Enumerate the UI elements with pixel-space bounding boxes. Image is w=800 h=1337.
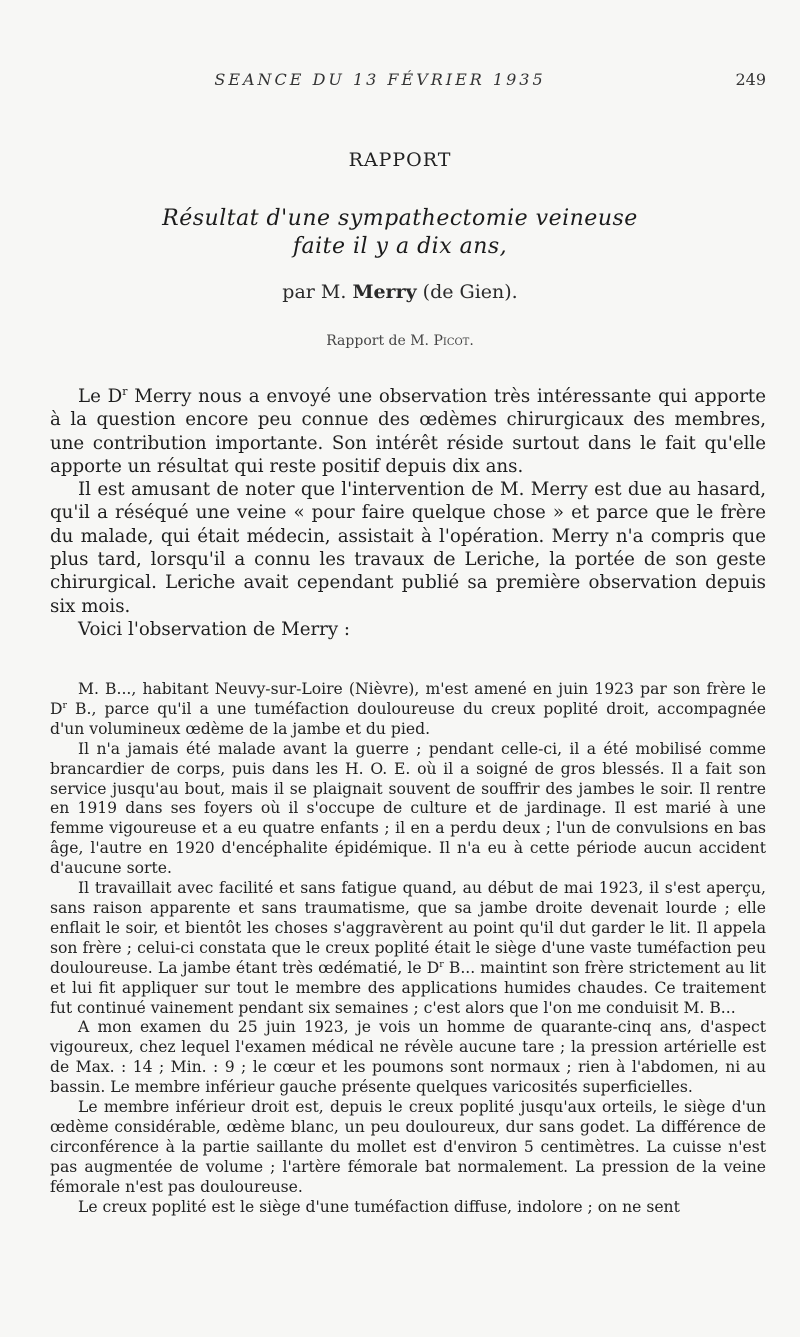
author-name: Merry — [352, 281, 417, 303]
observation-paragraph-1 — [50, 680, 766, 740]
intro-p1-rest: Merry nous a envoyé une observation très intéressante qui apporte à la question encore peu connue des œdèmes chirurgicaux des membres, une contribution importante. Son intérêt réside surtout dans le fait qu'elle apporte un résultat qui reste positif depuis dix ans. — [50, 386, 766, 477]
article-title-line-2: faite il y a dix ans, — [292, 234, 508, 259]
obs-p1-sup: r — [62, 699, 67, 711]
obs-p1-b: B., parce qu'il a une tuméfaction douloureuse du creux poplité droit, accompagnée d'un volumineux œdème de la jambe et du pied. — [50, 699, 766, 738]
reporter-prefix: Rapport de M. — [326, 333, 429, 349]
obs-p1-a: M. B..., habitant Neuvy-sur-Loire (Nièvre), m'est amené en juin 1923 par son frère le D — [50, 680, 766, 718]
obs-p3-b: B... maintint son frère strictement au lit et lui fit appliquer sur tout le membre des applications humides chaudes. Ce traitement fut continué vainement pendant six semaines ; c'est alors que l'on me conduisit M. B... — [50, 958, 766, 1017]
observation-paragraph-2: Il n'a jamais été malade avant la guerre ; pendant celle-ci, il a été mobilisé comme brancardier de corps, puis dans les H. O. E. où il a soigné de gros blessés. Il a fait son service jusqu'au bout, mais il se plaignait souvent de souffrir des jambes le soir. Il rentre en 1919 dans ses foyers où il s'occupe de culture et de jardinage. Il est marié à une femme vigoureuse et a eu quatre enfants ; il en a perdu deux ; l'un de convulsions en bas âge, l'autre en 1920 d'encéphalite épidémique. Il n'a eu à cette période aucun accident d'aucune sorte. — [50, 739, 766, 878]
observation-paragraph-4: A mon examen du 25 juin 1923, je vois un homme de quarante-cinq ans, d'aspect vigoureux, chez lequel l'examen médical ne révèle aucune tare ; la pression artérielle est de Max. : 14 ; Min. : 9 ; le cœur et les poumons sont normaux ; rien à l'abdomen, ni au bassin. Le membre inférieur gauche présente quelques varicosités superficielles. — [50, 1018, 766, 1097]
intro-paragraph-2: Il est amusant de noter que l'intervention de M. Merry est due au hasard, qu'il a réséqué une veine « pour faire quelque chose » et parce que le frère du malade, qui était médecin, assistait à l'opération. Merry n'a compris que plus tard, lorsqu'il a connu les travaux de Leriche, la portée de son geste chirurgical. Leriche avait cependant publié sa première observation depuis six mois. — [50, 479, 766, 617]
section-title: RAPPORT — [348, 149, 452, 171]
article-title-line-1: Résultat d'une sympathectomie veineuse — [162, 206, 638, 231]
running-title: SEANCE DU 13 FÉVRIER 1935 — [214, 70, 546, 89]
intro-paragraph-3: Voici l'observation de Merry : — [78, 618, 351, 640]
byline — [0, 281, 800, 303]
byline-prefix: par M. — [282, 281, 347, 303]
observation-paragraph-5: Le membre inférieur droit est, depuis le creux poplité jusqu'aux orteils, le siège d'un œdème considérable, œdème blanc, un peu douloureux, dur sans godet. La différence de circonférence à la partie saillante du mollet est d'environ 5 centimètres. La cuisse n'est pas augmentée de volume ; l'artère fémorale bat normalement. La pression de la veine fémorale n'est pas douloureuse. — [50, 1098, 766, 1196]
observation-paragraph-6: Le creux poplité est le siège d'une tuméfaction diffuse, indolore ; on ne sent — [78, 1197, 680, 1216]
page-number: 249 — [735, 70, 766, 89]
author-affiliation: (de Gien). — [422, 281, 518, 303]
intro-p1-start: Le D — [78, 386, 123, 407]
obs-p3-a: Il travaillait avec facilité et sans fatigue quand, au début de mai 1923, il s'est aperçu, sans raison apparente et sans traumatisme, que sa jambe droite devenait lourde ; elle enflait le soir, et bientôt les choses s'aggravèrent au point qu'il dut garder le lit. Il appela son frère ; celui-ci constata que le creux poplité était le siège d'une vaste tuméfaction peu douloureuse. La jambe étant très œdématié, le D — [50, 879, 766, 977]
intro-paragraph-1 — [50, 385, 766, 478]
obs-p3-sup: r — [439, 958, 444, 970]
article-title — [0, 205, 800, 261]
reporter-line — [0, 333, 800, 349]
running-head — [50, 70, 766, 92]
report-intro — [50, 385, 766, 641]
observation-text — [50, 680, 766, 1217]
observation-paragraph-3 — [50, 879, 766, 1018]
intro-p1-sup: r — [122, 384, 128, 398]
reporter-name: Picot. — [433, 333, 474, 349]
